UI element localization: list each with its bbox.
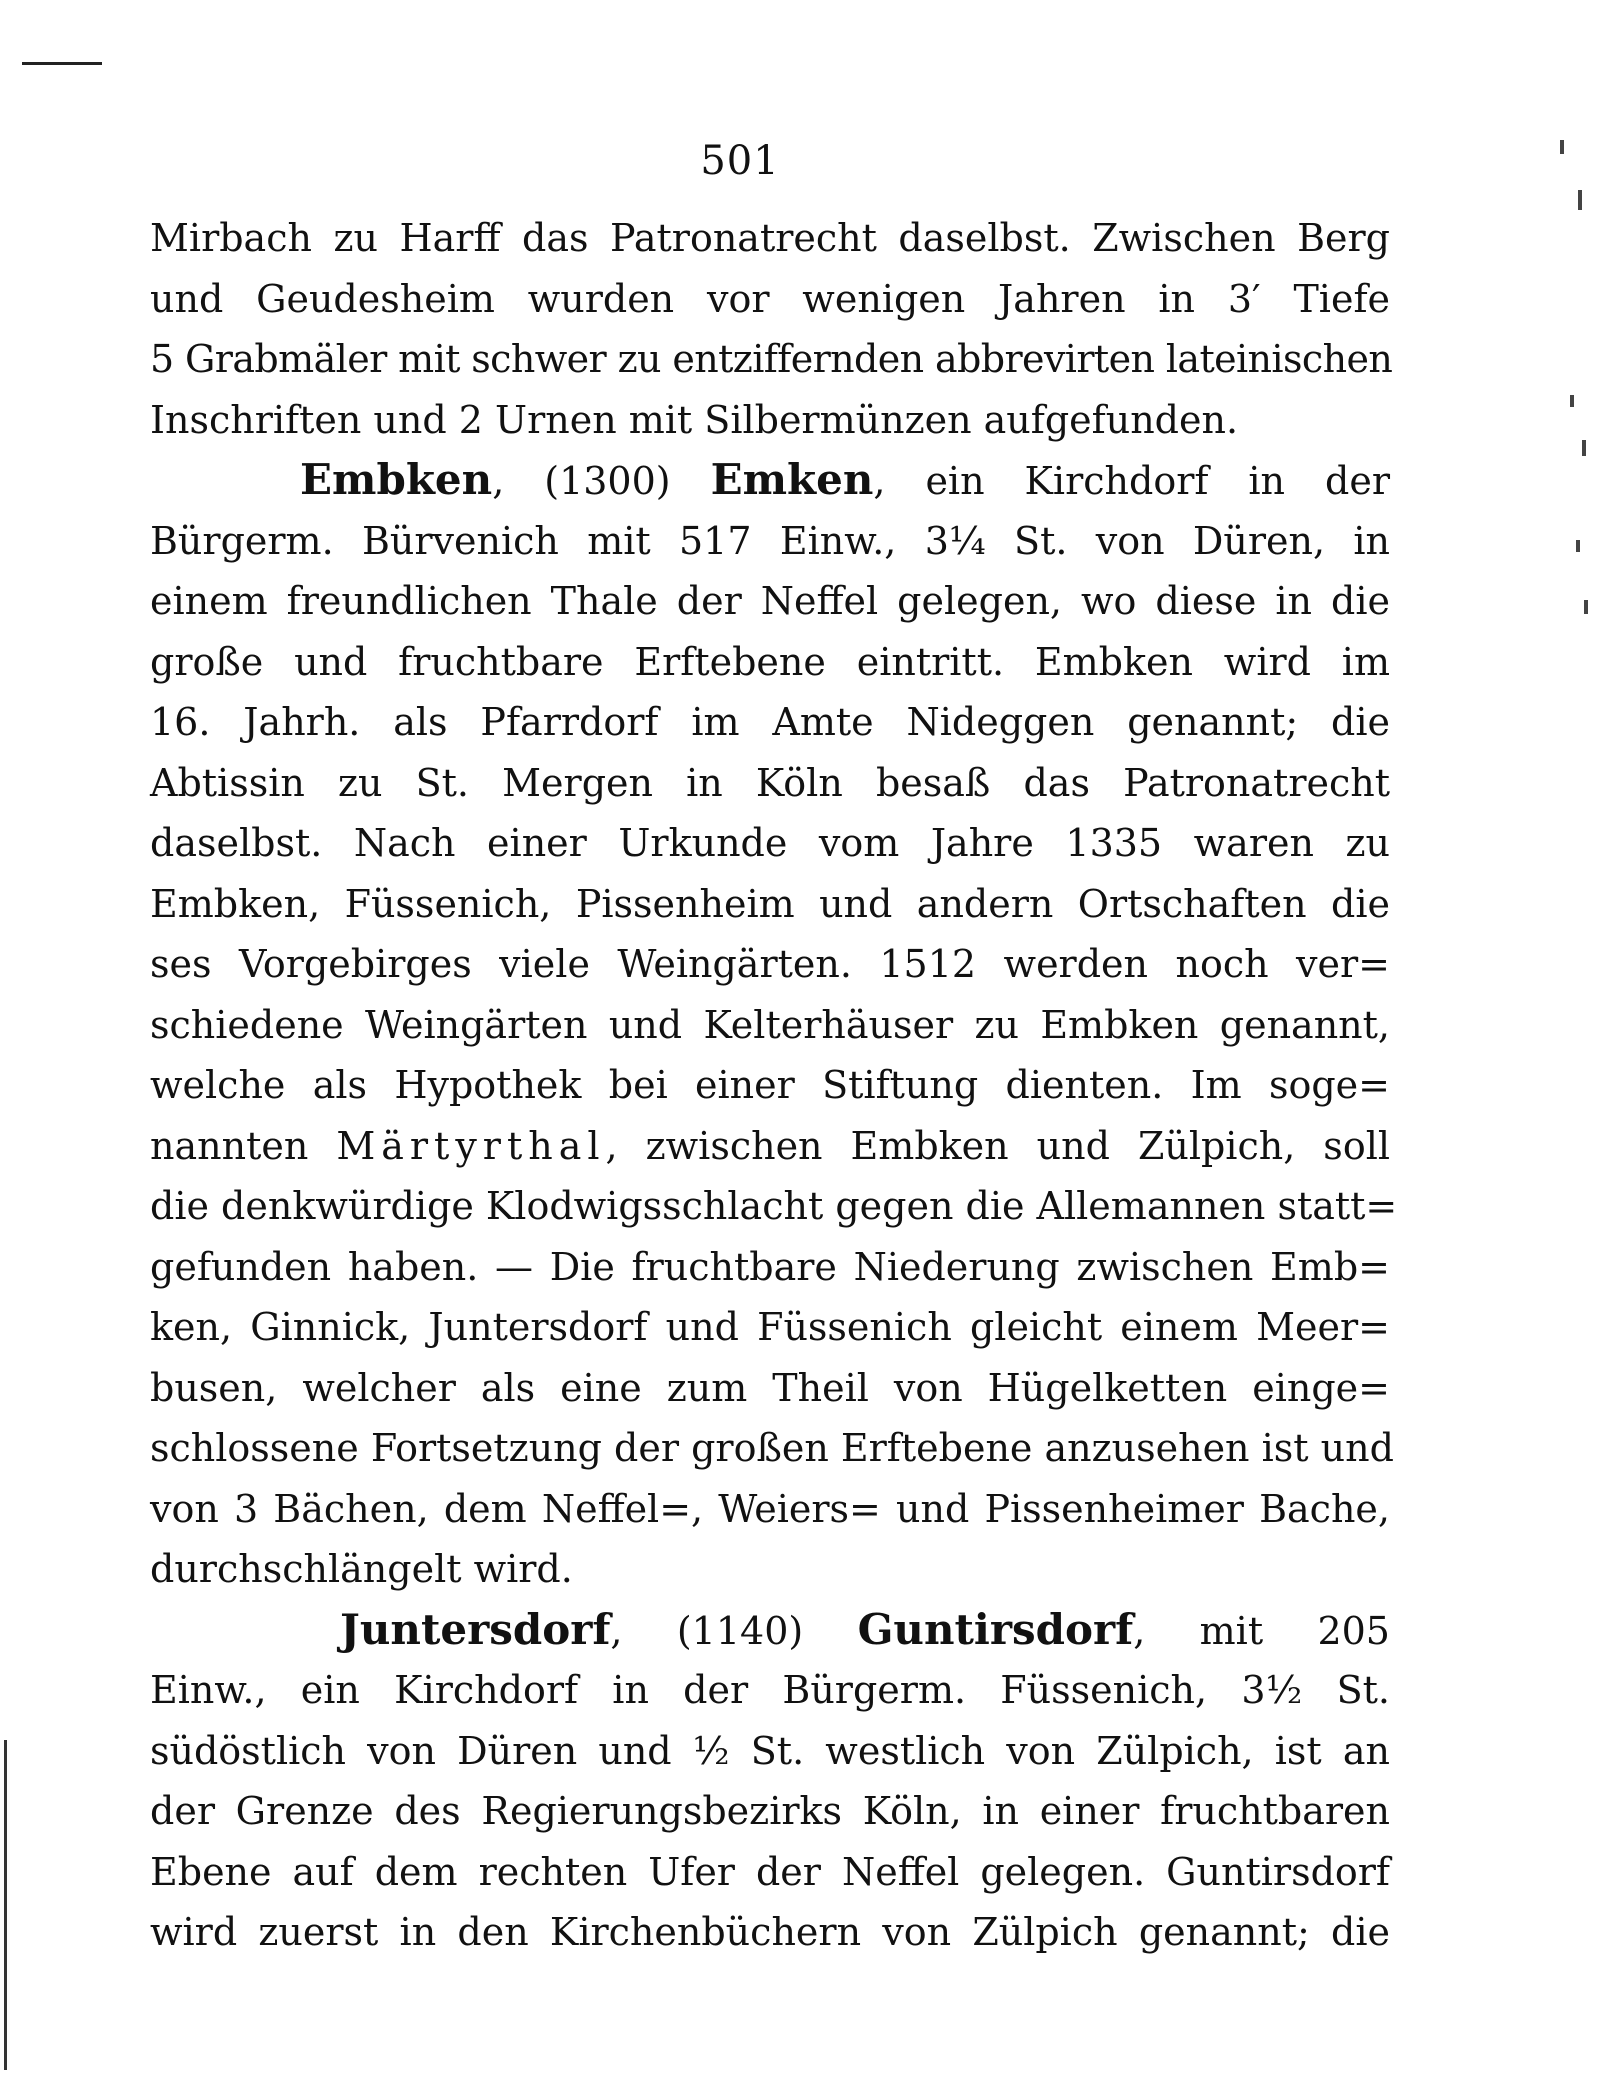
text-line: ken, Ginnick, Juntersdorf und Füssenich gleicht einem Meer= [150, 1305, 1390, 1349]
text-line: gefunden haben. — Die fruchtbare Niederung zwischen Emb= [150, 1244, 1390, 1289]
text-line: daselbst. Nach einer Urkunde vom Jahre 1335 waren zu [150, 821, 1390, 865]
text-line: Einw., ein Kirchdorf in der Bürgerm. Füssenich, 3½ St. [150, 1668, 1390, 1712]
text-line: südöstlich von Düren und ½ St. westlich von Zülpich, ist an [150, 1728, 1390, 1773]
text-line [150, 1116, 1390, 1177]
text-line: ses Vorgebirges viele Weingärten. 1512 werden noch ver= [150, 942, 1390, 986]
text-line: die denkwürdige Klodwigsschlacht gegen die Allemannen statt= [150, 1184, 1398, 1228]
text-line: Bürgerm. Bürvenich mit 517 Einw., 3¼ St. von Düren, in [150, 518, 1390, 563]
text-line: Inschriften und 2 Urnen mit Silbermünzen aufgefunden. [150, 397, 1239, 442]
corner-rule [22, 62, 102, 65]
page-number: 501 [700, 138, 780, 184]
text-line: und Geudesheim wurden vor wenigen Jahren in 3′ Tiefe [150, 276, 1390, 321]
text-line: Ebene auf dem rechten Ufer der Neffel gelegen. Guntirsdorf [150, 1849, 1390, 1894]
margin-speck [1578, 190, 1582, 210]
text-line: schlossene Fortsetzung der großen Erftebene anzusehen ist und [150, 1426, 1394, 1470]
entry-heading-alt: Emken [710, 455, 874, 504]
text-line: schiedene Weingärten und Kelterhäuser zu Embken genannt, [150, 1002, 1390, 1047]
entry-heading-rest: , ein Kirchdorf in der [873, 459, 1390, 503]
margin-speck [1582, 440, 1586, 456]
text-line: große und fruchtbare Erftebene eintritt. Embken wird im [150, 639, 1390, 684]
text-line: einem freundlichen Thale der Neffel gelegen, wo diese in die [150, 579, 1390, 623]
text-fragment: , zwischen Embken und Zülpich, soll [605, 1123, 1390, 1168]
entry-heading-line [150, 1600, 1390, 1661]
margin-speck [1584, 600, 1588, 614]
entry-heading: Embken [300, 455, 493, 504]
text-line: 16. Jahrh. als Pfarrdorf im Amte Nideggen genannt; die [150, 700, 1390, 744]
text-fragment: nannten [150, 1123, 337, 1168]
entry-year: , (1140) [610, 1608, 858, 1653]
text-line: von 3 Bächen, dem Neffel=, Weiers= und Pissenheimer Bache, [150, 1486, 1390, 1531]
text-line: wird zuerst in den Kirchenbüchern von Zülpich genannt; die [150, 1910, 1390, 1954]
entry-heading-alt: Guntirsdorf [857, 1604, 1134, 1654]
entry-heading-line [150, 450, 1390, 511]
text-line: durchschlängelt wird. [150, 1547, 573, 1591]
text-line: welche als Hypothek bei einer Stiftung dienten. Im soge= [150, 1063, 1390, 1107]
left-margin-rule [4, 1740, 7, 2070]
entry-heading-rest: , mit 205 [1133, 1608, 1390, 1653]
entry-year: , (1300) [492, 459, 711, 503]
margin-speck [1570, 395, 1574, 407]
spaced-term: Märtyrthal [336, 1123, 606, 1168]
text-line: busen, welcher als eine zum Theil von Hügelketten einge= [150, 1365, 1390, 1410]
margin-speck [1560, 140, 1564, 154]
text-line: Mirbach zu Harff das Patronatrecht daselbst. Zwischen Berg [150, 216, 1390, 260]
text-line: Abtissin zu St. Mergen in Köln besaß das Patronatrecht [150, 760, 1390, 805]
text-line: 5 Grabmäler mit schwer zu entziffernden abbrevirten lateinischen [150, 337, 1393, 381]
margin-speck [1576, 540, 1580, 552]
entry-heading: Juntersdorf [340, 1604, 611, 1654]
text-line: der Grenze des Regierungsbezirks Köln, in einer fruchtbaren [150, 1789, 1390, 1833]
text-line: Embken, Füssenich, Pissenheim und andern Ortschaften die [150, 881, 1390, 926]
body-text [150, 208, 1398, 1963]
